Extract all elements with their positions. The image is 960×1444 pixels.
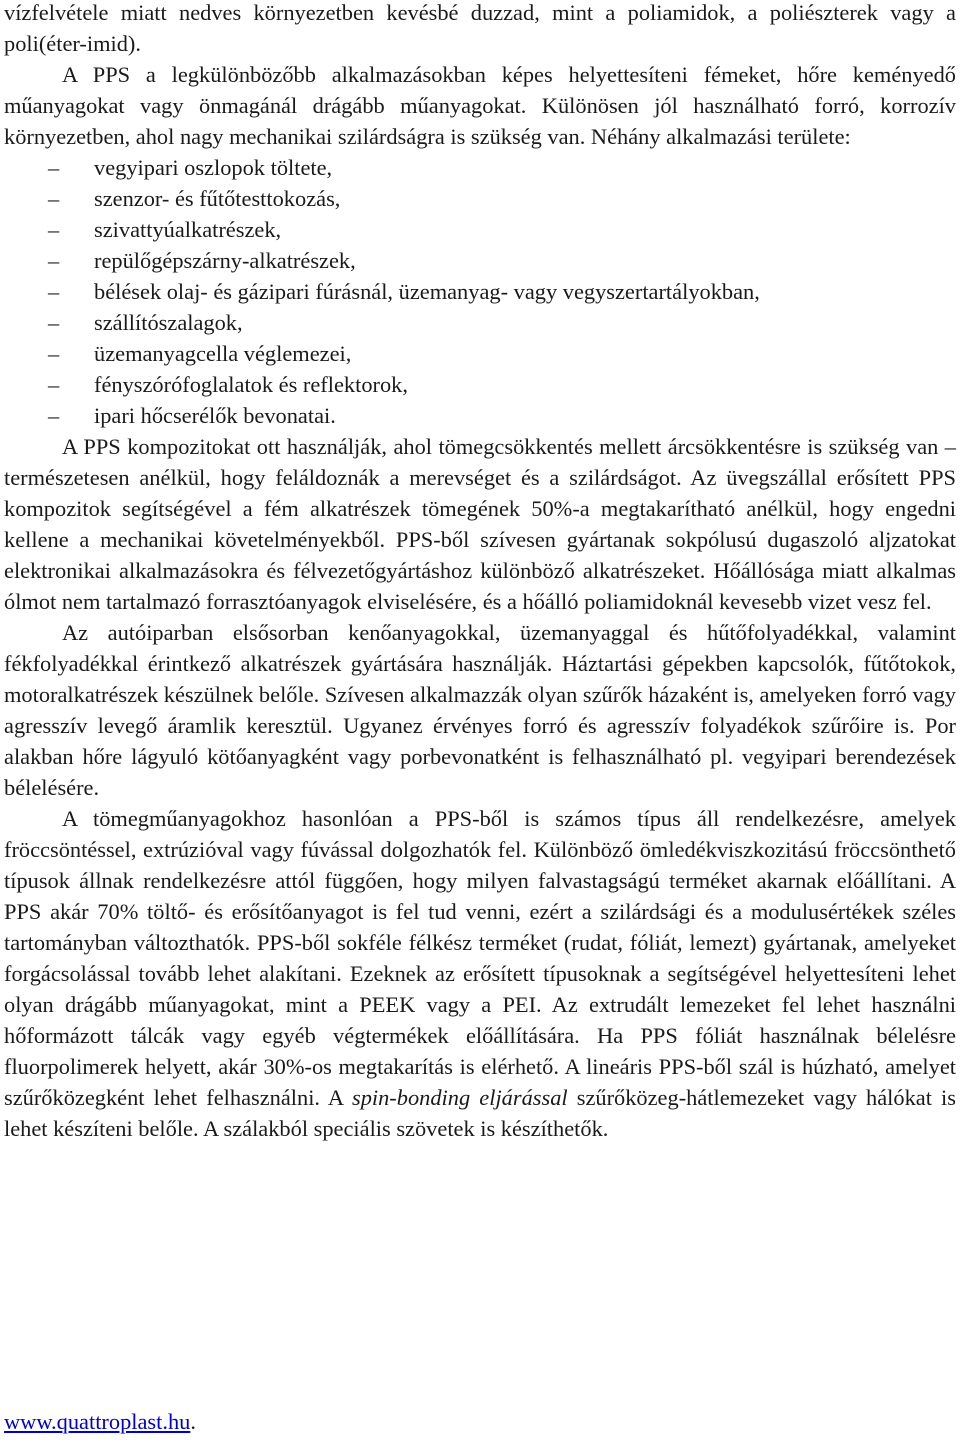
list-item-text: ipari hőcserélők bevonatai. (94, 403, 336, 428)
list-item-text: bélések olaj- és gázipari fúrásnál, üzemanyag- vagy vegyszertartályokban, (94, 279, 760, 304)
list-item-text: repülőgépszárny-alkatrészek, (94, 248, 356, 273)
paragraph-continuation: vízfelvétele miatt nedves környezetben kevésbé duzzad, mint a poliamidok, a poliészterek vagy a poli(éter-imid). (4, 0, 956, 56)
list-item-text: szivattyúalkatrészek, (94, 217, 282, 242)
list-item-text: üzemanyagcella véglemezei, (94, 341, 352, 366)
list-item (4, 400, 956, 431)
list-item (4, 183, 956, 214)
document-page (4, 0, 956, 1144)
list-dash: – (48, 403, 60, 428)
paragraph-pps-applications: A PPS a legkülönbözőbb alkalmazásokban képes helyettesíteni fémeket, hőre keményedő műanyagokat vagy önmagánál drágább műanyagokat. Különösen jól használható forró, korrozív környezetben, ahol nagy mechanikai szilárdságra is szükség van. Néhány alkalmazási területe: (4, 62, 956, 149)
list-dash: – (48, 341, 60, 366)
paragraph-automotive: Az autóiparban elsősorban kenőanyagokkal, üzemanyaggal és hűtőfolyadékkal, valamint fékfolyadékkal érintkező alkatrészek gyártására használják. Háztartási gépekben kapcsolók, fűtőtokok, motoralkatrészek készülnek belőle. Szívesen alkalmazzák olyan szűrők házaként is, amelyeken forró vagy agresszív levegő áramlik keresztül. Ugyanez érvényes forró és agresszív folyadékok szűrőire is. Por alakban hőre lágyuló kötőanyagként vagy porbevonatként is felhasználható pl. vegyipari berendezések bélelésére. (4, 620, 956, 800)
page-footer (4, 1406, 196, 1437)
list-item-text: fényszórófoglalatok és reflektorok, (94, 372, 408, 397)
list-item-text: vegyipari oszlopok töltete, (94, 155, 333, 180)
paragraph-text: szűrőközeg-hátlemezeket vagy hálókat is lehet készíteni belőle. A szálakból speciális szövetek is készíthetők. (4, 1085, 956, 1141)
list-dash: – (48, 248, 60, 273)
list-item-text: szenzor- és fűtőtesttokozás, (94, 186, 341, 211)
website-link[interactable]: www.quattroplast.hu (4, 1409, 191, 1434)
italic-term: spin-bonding eljárással (351, 1085, 568, 1110)
application-list (4, 152, 956, 431)
list-item-text: szállítószalagok, (94, 310, 243, 335)
list-dash: – (48, 279, 60, 304)
list-item (4, 245, 956, 276)
footer-period: . (190, 1409, 196, 1434)
list-dash: – (48, 186, 60, 211)
list-item (4, 214, 956, 245)
list-item (4, 338, 956, 369)
list-dash: – (48, 310, 60, 335)
list-dash: – (48, 155, 60, 180)
list-item (4, 276, 956, 307)
paragraph-composites: A PPS kompozitokat ott használják, ahol tömegcsökkentés mellett árcsökkentésre is szükség van – természetesen anélkül, hogy feláldoznák a merevséget és a szilárdságot. Az üvegszállal erősített PPS kompozitok segítségével a fém alkatrészek tömegének 50%-a megtakarítható anélkül, hogy engedni kellene a mechanikai követelményekből. PPS-ből szívesen gyártanak sokpólusú dugaszoló aljzatokat elektronikai alkalmazásokra és félvezetőgyártáshoz különböző alkatrészeket. Hőállósága miatt alkalmas ólmot nem tartalmazó forrasztóanyagok elviselésére, és a hőálló poliamidoknál kevesebb vizet vesz fel. (4, 434, 956, 614)
list-item (4, 152, 956, 183)
list-item (4, 369, 956, 400)
list-item (4, 307, 956, 338)
paragraph-processing (4, 803, 956, 1144)
paragraph-text: A tömegműanyagokhoz hasonlóan a PPS-ből is számos típus áll rendelkezésre, amelyek fröccsöntéssel, extrúzióval vagy fúvással dolgozhatók fel. Különböző ömledékviszkozitású fröccsönthető típusok állnak rendelkezésre attól függően, hogy milyen falvastagságú terméket akarnak előállítani. A PPS akár 70% töltő- és erősítőanyagot is fel tud venni, ezért a szilárdsági és a modulusértékek széles tartományban változthatók. PPS-ből sokféle félkész terméket (rudat, fóliát, lemezt) gyártanak, amelyeket forgácsolással tovább lehet alakítani. Ezeknek az erősített típusoknak a segítségével helyettesíteni lehet olyan drágább műanyagokat, mint a PEEK vagy a PEI. Az extrudált lemezeket fel lehet használni hőformázott tálcák vagy egyéb végtermékek előállítására. Ha PPS fóliát használnak bélelésre fluorpolimerek helyett, akár 30%-os megtakarítás is elérhető. A lineáris PPS-ből szál is húzható, amelyet szűrőközegként lehet felhasználni. A (4, 806, 956, 1110)
list-dash: – (48, 217, 60, 242)
list-dash: – (48, 372, 60, 397)
